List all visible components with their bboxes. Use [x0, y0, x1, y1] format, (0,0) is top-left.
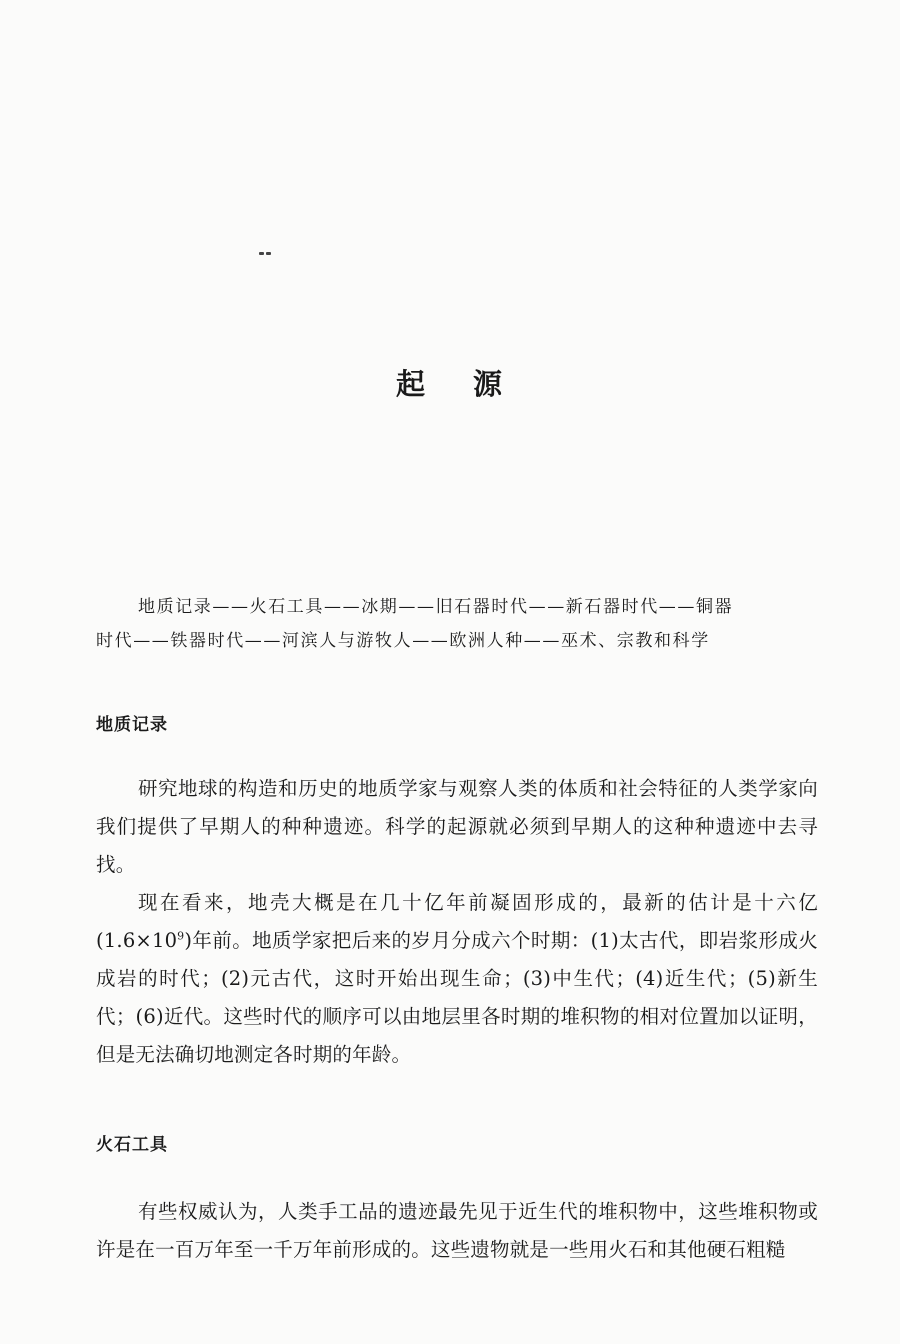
- print-speck: [259, 252, 271, 255]
- exponent: 9: [177, 929, 185, 943]
- summary-line-2: 时代——铁器时代——河滨人与游牧人——欧洲人种——巫术、宗教和科学: [96, 631, 710, 651]
- paragraph-geology-2-part-2: )年前。地质学家把后来的岁月分成六个时期：(1)太古代，即岩浆形成火成岩的时代；(2)元古代，这时开始出现生命；(3)中生代；(4)近生代；(5)新生代；(6)近代。这些时代的顺序可以由地层里各时期的堆积物的相对位置加以证明，但是无法确切地测定各时期的年龄。: [96, 929, 818, 1066]
- paragraph-geology-1: 研究地球的构造和历史的地质学家与观察人类的体质和社会特征的人类学家向我们提供了早期人的种种遗迹。科学的起源就必须到早期人的这种种遗迹中去寻找。: [96, 777, 818, 876]
- paragraph-geology-2-part-1: 现在看来，地壳大概是在几十亿年前凝固形成的，最新的估计是十六亿(1.6×10: [96, 891, 818, 952]
- paragraph-flint-tools-1: 有些权威认为，人类手工品的遗迹最先见于近生代的堆积物中，这些堆积物或许是在一百万年至一千万年前形成的。这些遗物就是一些用火石和其他硬石粗糙: [96, 1200, 818, 1261]
- paragraph-geology-2: [96, 884, 818, 1074]
- chapter-title: [0, 362, 900, 403]
- section-heading-geology: 地质记录: [96, 715, 168, 735]
- summary-line-1: 地质记录——火石工具——冰期——旧石器时代——新石器时代——铜器: [138, 597, 734, 617]
- section-heading-flint-tools: 火石工具: [96, 1135, 168, 1155]
- title-char-2: 源: [473, 367, 505, 401]
- chapter-summary: [96, 590, 816, 658]
- title-char-1: 起: [395, 367, 427, 401]
